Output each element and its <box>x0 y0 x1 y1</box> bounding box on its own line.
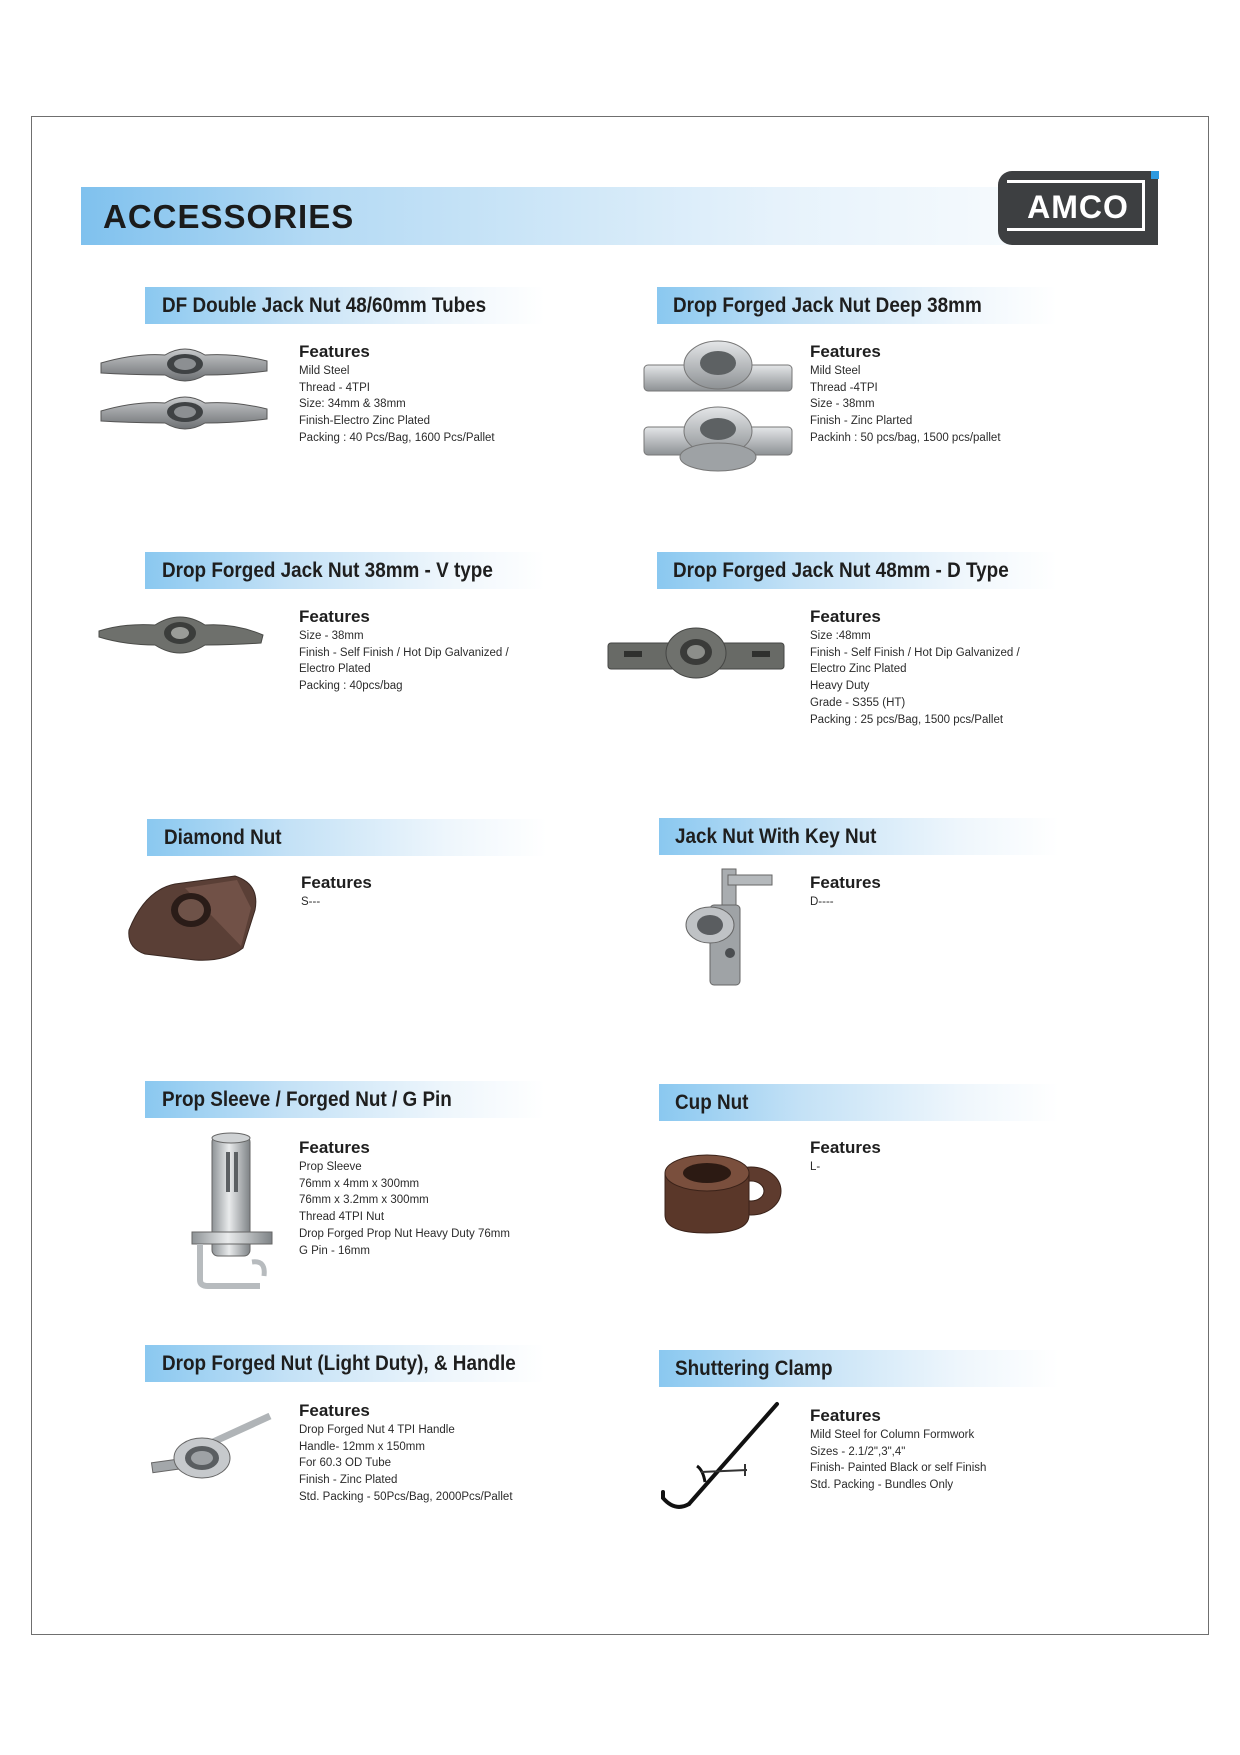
features-heading: Features <box>299 342 370 361</box>
v-type-jack-nut-image <box>95 605 270 665</box>
feature-line: Finish- Painted Black or self Finish <box>810 1462 987 1475</box>
logo-accent <box>1151 171 1159 179</box>
features-heading: Features <box>299 1401 370 1420</box>
feature-line: S--- <box>301 896 321 908</box>
feature-line: Size - 38mm <box>299 630 364 642</box>
feature-line: Grade - S355 (HT) <box>810 696 906 709</box>
feature-line: Std. Packing - 50Pcs/Bag, 2000Pcs/Pallet <box>299 1490 513 1503</box>
features-block <box>301 872 581 911</box>
feature-line: Mild Steel <box>810 365 861 377</box>
features-heading: Features <box>810 607 881 626</box>
product-title: Cup Nut <box>675 1091 749 1114</box>
product-title: Shuttering Clamp <box>675 1357 833 1380</box>
features-heading: Features <box>299 1138 370 1157</box>
feature-line: Packinh : 50 pcs/bag, 1500 pcs/pallet <box>810 431 1001 444</box>
feature-line: Electro Zinc Plated <box>810 663 907 676</box>
product-title: Diamond Nut <box>164 826 282 849</box>
cup-nut-image <box>655 1145 785 1240</box>
feature-line: Heavy Duty <box>810 680 870 693</box>
product-title: Drop Forged Jack Nut Deep 38mm <box>673 294 982 317</box>
feature-line: 76mm x 4mm x 300mm <box>299 1177 420 1190</box>
product-title: Drop Forged Jack Nut 48mm - D Type <box>673 559 1009 582</box>
feature-line: Packing : 25 pcs/Bag, 1500 pcs/Pallet <box>810 713 1004 726</box>
shuttering-clamp-image <box>655 1400 785 1515</box>
product-title: Jack Nut With Key Nut <box>675 825 877 848</box>
feature-line: Thread - 4TPI <box>299 381 370 394</box>
feature-line: Finish - Zinc Plarted <box>810 415 913 428</box>
features-block <box>299 341 579 447</box>
features-heading: Features <box>301 873 372 892</box>
feature-line: L- <box>810 1161 821 1173</box>
features-block <box>810 606 1090 728</box>
prop-sleeve-image <box>190 1132 275 1292</box>
feature-line: D---- <box>810 896 834 908</box>
feature-line: Handle- 12mm x 150mm <box>299 1440 425 1453</box>
features-block <box>810 1405 1090 1494</box>
features-heading: Features <box>810 873 881 892</box>
feature-line: Electro Plated <box>299 663 371 676</box>
product-title: Drop Forged Nut (Light Duty), & Handle <box>162 1352 516 1375</box>
d-type-jack-nut-image <box>604 625 789 685</box>
feature-line: Finish - Self Finish / Hot Dip Galvanized / <box>810 646 1020 659</box>
double-jack-nut-image <box>95 335 275 445</box>
product-title: Prop Sleeve / Forged Nut / G Pin <box>162 1088 452 1111</box>
light-duty-nut-handle-image <box>150 1410 275 1490</box>
product-title: DF Double Jack Nut 48/60mm Tubes <box>162 294 487 317</box>
feature-line: Drop Forged Prop Nut Heavy Duty 76mm <box>299 1227 510 1240</box>
deep-jack-nut-image <box>638 335 798 480</box>
feature-line: Thread 4TPI Nut <box>299 1211 385 1224</box>
feature-line: Finish-Electro Zinc Plated <box>299 415 431 428</box>
features-heading: Features <box>810 342 881 361</box>
features-block <box>810 1137 1090 1176</box>
diamond-nut-image <box>125 870 265 965</box>
logo-text: AMCO <box>1027 189 1129 225</box>
feature-line: Std. Packing - Bundles Only <box>810 1479 954 1492</box>
jack-nut-key-nut-image <box>680 865 780 990</box>
feature-line: G Pin - 16mm <box>299 1244 370 1257</box>
feature-line: Packing : 40pcs/bag <box>299 680 403 693</box>
features-block <box>810 341 1090 447</box>
feature-line: Size :48mm <box>810 630 871 642</box>
features-heading: Features <box>810 1406 881 1425</box>
product-title: Drop Forged Jack Nut 38mm - V type <box>162 559 493 582</box>
features-block <box>299 1137 579 1259</box>
page-title: ACCESSORIES <box>103 198 355 235</box>
features-block <box>299 1400 579 1506</box>
feature-line: Mild Steel <box>299 365 350 377</box>
feature-line: Finish - Zinc Plated <box>299 1474 398 1487</box>
features-heading: Features <box>299 607 370 626</box>
feature-line: Sizes - 2.1/2",3",4" <box>810 1445 906 1458</box>
feature-line: Size: 34mm & 38mm <box>299 398 406 411</box>
feature-line: 76mm x 3.2mm x 300mm <box>299 1194 429 1207</box>
feature-line: Finish - Self Finish / Hot Dip Galvanized / <box>299 646 509 659</box>
feature-line: For 60.3 OD Tube <box>299 1457 392 1470</box>
feature-line: Mild Steel for Column Formwork <box>810 1429 975 1441</box>
features-block <box>299 606 579 695</box>
feature-line: Packing : 40 Pcs/Bag, 1600 Pcs/Pallet <box>299 431 495 444</box>
feature-line: Thread -4TPI <box>810 381 878 394</box>
features-block <box>810 872 1090 911</box>
features-heading: Features <box>810 1138 881 1157</box>
feature-line: Drop Forged Nut 4 TPI Handle <box>299 1424 455 1436</box>
feature-line: Size - 38mm <box>810 398 875 411</box>
feature-line: Prop Sleeve <box>299 1161 362 1173</box>
